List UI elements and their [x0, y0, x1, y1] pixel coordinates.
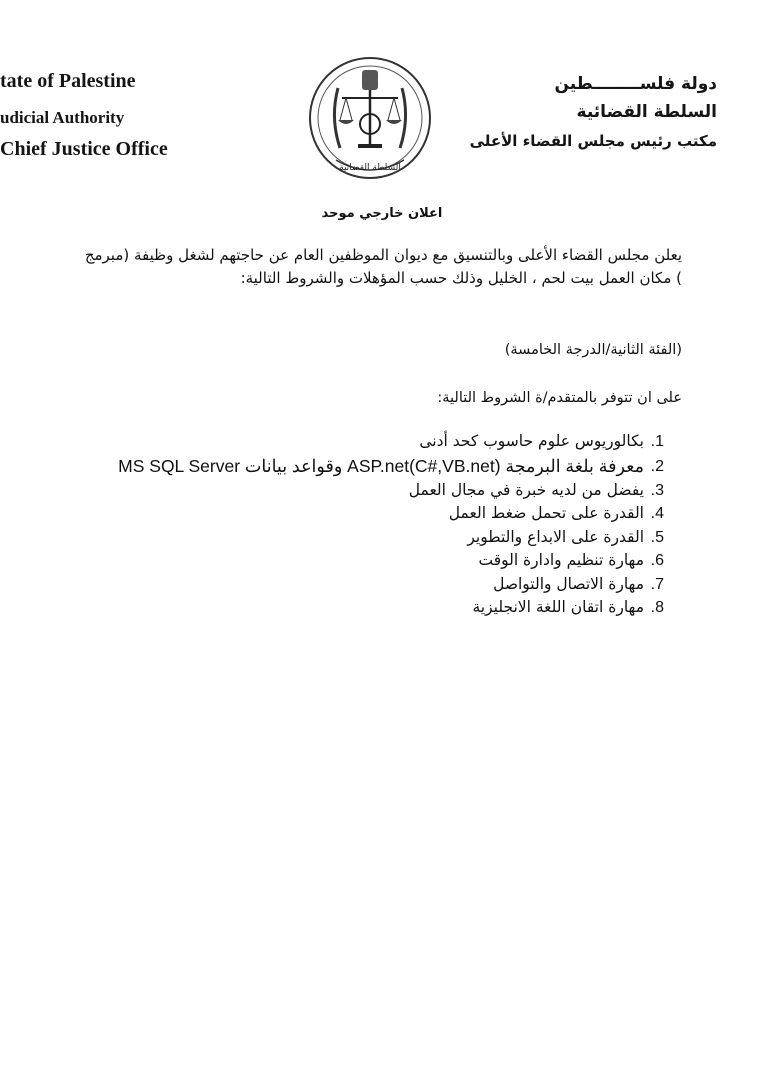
requirement-text: معرفة بلغة البرمجة (ASP.net(C#,VB.net وقواعد بيانات MS SQL Server — [118, 455, 644, 476]
requirement-text: القدرة على تحمل ضغط العمل — [448, 504, 644, 522]
requirement-item — [104, 573, 664, 597]
requirement-number: 6. — [650, 552, 664, 569]
requirement-text: يفضل من لديه خبرة في مجال العمل — [408, 480, 644, 499]
requirement-item — [104, 596, 664, 620]
requirement-item — [104, 526, 664, 550]
requirements-list — [104, 430, 664, 620]
scales-of-justice-seal-icon — [300, 48, 440, 188]
requirement-item — [104, 502, 664, 526]
requirement-item — [104, 479, 664, 503]
chief-justice-office-label: Chief Justice Office — [0, 138, 168, 160]
requirement-number: 4. — [650, 505, 664, 522]
requirement-item — [104, 430, 664, 454]
requirement-text: مهارة اتقان اللغة الانجليزية — [472, 598, 644, 616]
requirement-text: القدرة على الابداع والتطوير — [467, 527, 644, 546]
judicial-authority-label: udicial Authority — [0, 108, 125, 127]
announcement-intro: يعلن مجلس القضاء الأعلى وبالتنسيق مع ديوان الموظفين العام عن حاجتهم لشغل وظيفة (مبرمج ) مكان العمل بيت لحم ، الخليل وذلك حسب المؤهلات والشروط التالية: — [84, 246, 682, 287]
requirement-number: 5. — [650, 528, 664, 546]
requirement-text: مهارة تنظيم وادارة الوقت — [478, 551, 644, 569]
requirement-number: 3. — [650, 481, 664, 499]
state-of-palestine-label: tate of Palestine — [0, 70, 136, 92]
chief-justice-office-arabic: مكتب رئيس مجلس القضاء الأعلى — [469, 132, 717, 150]
seal-text: السلطة القضائية — [339, 163, 401, 173]
requirement-number: 2. — [650, 457, 664, 475]
announcement-title: اعلان خارجي موحد — [321, 206, 443, 221]
requirement-number: 1. — [650, 433, 664, 450]
requirement-text: بكالوريوس علوم حاسوب كحد أدنى — [419, 432, 644, 450]
requirements-lead: على ان تتوفر بالمتقدم/ة الشروط التالية: — [437, 390, 682, 406]
state-of-palestine-arabic: دولة فلســــــــطين — [554, 74, 717, 94]
job-category: (الفئة الثانية/الدرجة الخامسة) — [504, 342, 682, 358]
requirement-text: مهارة الاتصال والتواصل — [493, 574, 644, 593]
requirement-number: 7. — [650, 575, 664, 593]
requirement-item — [104, 549, 664, 573]
requirement-item — [104, 454, 664, 479]
requirement-number: 8. — [650, 599, 664, 616]
judicial-authority-arabic: السلطة القضائية — [576, 102, 717, 122]
